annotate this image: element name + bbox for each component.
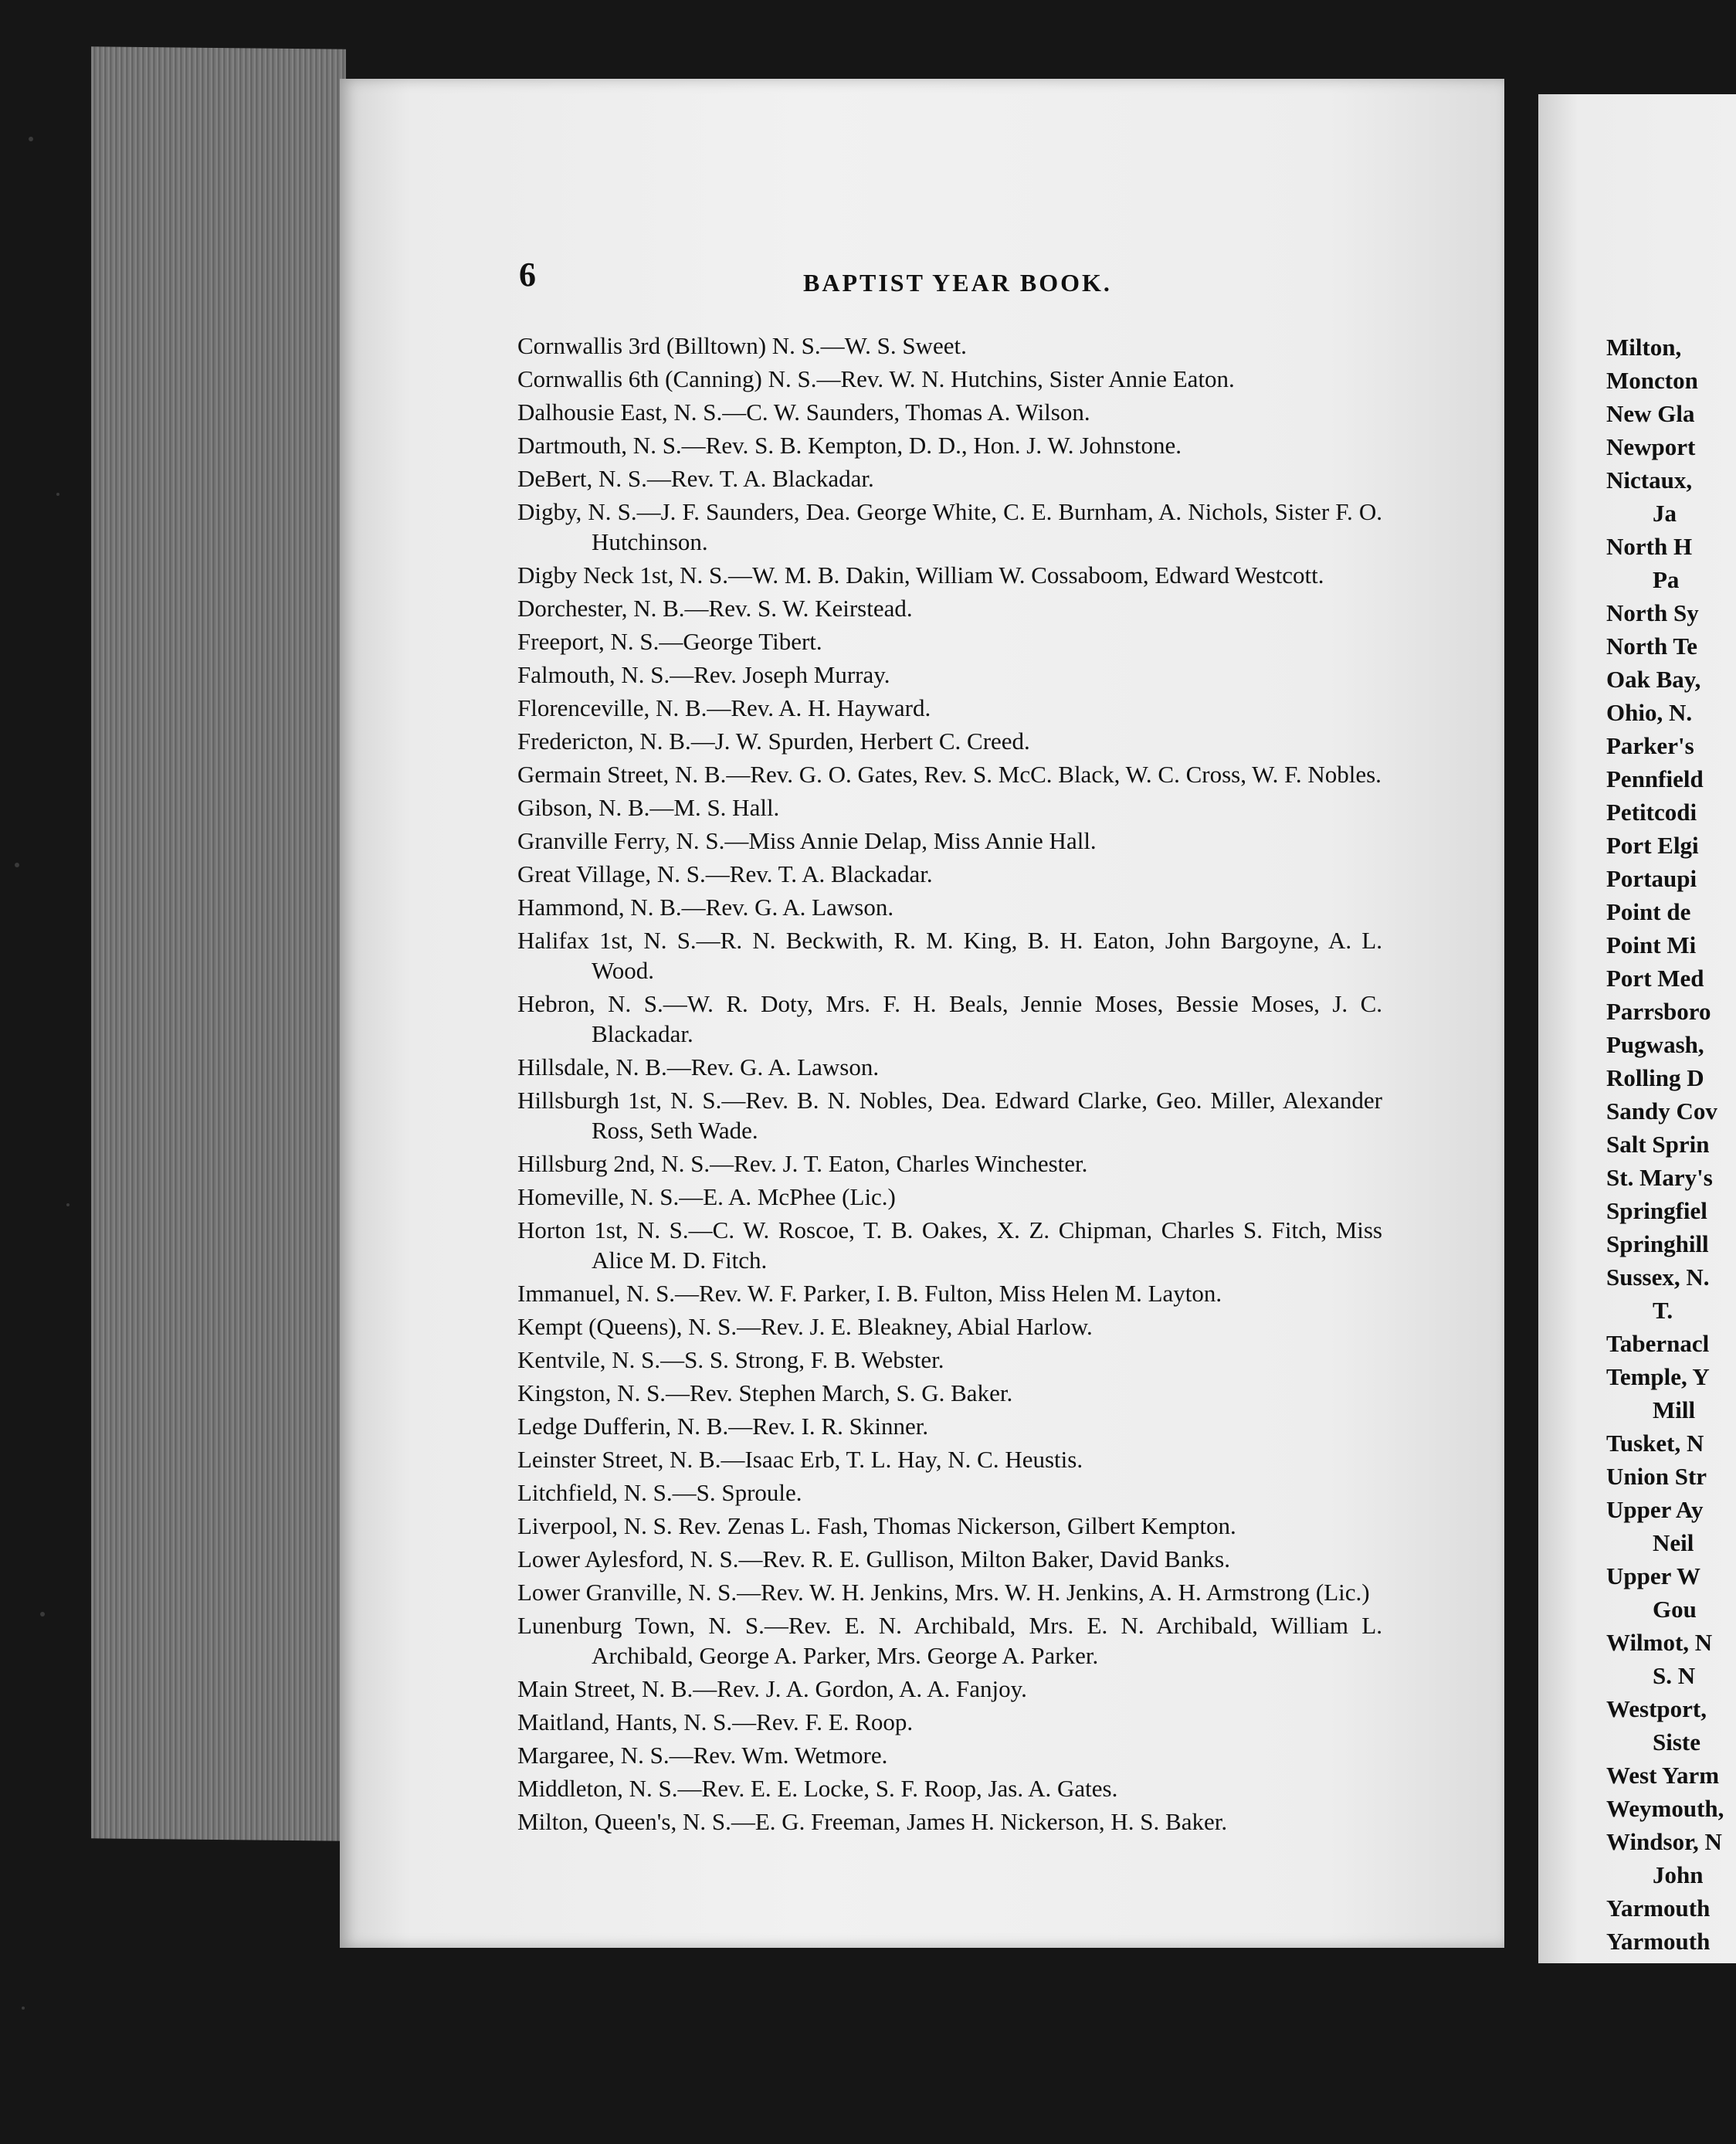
list-entry: Immanuel, N. S.—Rev. W. F. Parker, I. B. Fulton, Miss Helen M. Layton. [517, 1280, 1222, 1307]
list-entry: Kingston, N. S.—Rev. Stephen March, S. G. Baker. [517, 1379, 1013, 1406]
facing-line: Westport, [1606, 1695, 1707, 1722]
facing-line: Point Mi [1606, 931, 1697, 958]
facing-line: Milton, [1606, 334, 1682, 361]
facing-line: Moncton [1606, 367, 1698, 394]
list-entry: Freeport, N. S.—George Tibert. [517, 628, 822, 655]
facing-line: Port Elgi [1606, 832, 1699, 859]
facing-line: Oak Bay, [1606, 666, 1701, 693]
facing-line: North H [1606, 533, 1693, 560]
facing-line: Upper Ay [1606, 1496, 1704, 1523]
running-head: BAPTIST YEAR BOOK. [803, 269, 1112, 297]
facing-line: Windsor, N [1606, 1828, 1722, 1855]
list-entry: Florenceville, N. B.—Rev. A. H. Hayward. [517, 694, 931, 721]
list-entry: Margaree, N. S.—Rev. Wm. Wetmore. [517, 1742, 888, 1769]
list-entry: Halifax 1st, N. S.—R. N. Beckwith, R. M. King, B. H. Eaton, John Bargoyne, A. L. Wood. [517, 927, 1382, 984]
list-entry: Horton 1st, N. S.—C. W. Roscoe, T. B. Oakes, X. Z. Chipman, Charles S. Fitch, Miss Alice M. D. Fitch. [517, 1216, 1382, 1274]
facing-line: Parker's [1606, 732, 1694, 759]
facing-line: Wilmot, N [1606, 1629, 1713, 1656]
list-entry: Milton, Queen's, N. S.—E. G. Freeman, James H. Nickerson, H. S. Baker. [517, 1808, 1228, 1835]
facing-line: Salt Sprin [1606, 1131, 1710, 1158]
list-entry: Main Street, N. B.—Rev. J. A. Gordon, A. A. Fanjoy. [517, 1675, 1027, 1702]
list-entry: Liverpool, N. S. Rev. Zenas L. Fash, Thomas Nickerson, Gilbert Kempton. [517, 1512, 1236, 1539]
list-entry: Cornwallis 3rd (Billtown) N. S.—W. S. Sweet. [517, 332, 967, 359]
facing-line: Point de [1606, 898, 1691, 925]
facing-line: New Gla [1606, 400, 1695, 427]
list-entry: Hillsburgh 1st, N. S.—Rev. B. N. Nobles, Dea. Edward Clarke, Geo. Miller, Alexander Ross, Seth Wade. [517, 1087, 1382, 1144]
list-entry: Gibson, N. B.—M. S. Hall. [517, 794, 780, 821]
list-entry: Lunenburg Town, N. S.—Rev. E. N. Archibald, Mrs. E. N. Archibald, William L. Archibald, George A. Parker, Mrs. George A. Parker. [517, 1612, 1382, 1669]
list-entry: Great Village, N. S.—Rev. T. A. Blackadar. [517, 860, 933, 887]
facing-line: North Te [1606, 633, 1697, 660]
facing-line: Neil [1653, 1529, 1694, 1556]
list-entry: Cornwallis 6th (Canning) N. S.—Rev. W. N. Hutchins, Sister Annie Eaton. [517, 365, 1235, 392]
facing-line: Springhill [1606, 1230, 1709, 1257]
list-entry: Leinster Street, N. B.—Isaac Erb, T. L. Hay, N. C. Heustis. [517, 1446, 1083, 1473]
list-entry: Hillsdale, N. B.—Rev. G. A. Lawson. [517, 1053, 880, 1080]
facing-line: Ja [1653, 500, 1677, 527]
page-number: 6 [519, 256, 536, 293]
facing-line: Weymouth, [1606, 1795, 1724, 1822]
list-entry: Digby Neck 1st, N. S.—W. M. B. Dakin, William W. Cossaboom, Edward Westcott. [517, 561, 1324, 589]
facing-line: Temple, Y [1606, 1363, 1710, 1390]
list-entry: Lower Aylesford, N. S.—Rev. R. E. Gullison, Milton Baker, David Banks. [517, 1545, 1230, 1572]
list-entry: Kentvile, N. S.—S. S. Strong, F. B. Webster. [517, 1346, 944, 1373]
facing-line: Rolling D [1606, 1064, 1704, 1091]
facing-line: S. N [1653, 1662, 1696, 1689]
facing-line: North Sy [1606, 599, 1699, 626]
list-entry: Maitland, Hants, N. S.—Rev. F. E. Roop. [517, 1708, 914, 1735]
facing-line: Tusket, N [1606, 1430, 1704, 1457]
list-entry: Kempt (Queens), N. S.—Rev. J. E. Bleakney, Abial Harlow. [517, 1313, 1093, 1340]
facing-line: Yarmouth [1606, 1895, 1711, 1922]
list-entry: Hillsburg 2nd, N. S.—Rev. J. T. Eaton, Charles Winchester. [517, 1150, 1088, 1177]
facing-line: Pa [1653, 566, 1680, 593]
list-entry: Middleton, N. S.—Rev. E. E. Locke, S. F. Roop, Jas. A. Gates. [517, 1775, 1118, 1802]
book-page-edges [91, 46, 346, 1840]
facing-line: Union Str [1606, 1463, 1707, 1490]
facing-line: Pugwash, [1606, 1031, 1704, 1058]
facing-line: Ohio, N. [1606, 699, 1693, 726]
list-entry: Digby, N. S.—J. F. Saunders, Dea. George White, C. E. Burnham, A. Nichols, Sister F. O. Hutchinson. [517, 498, 1382, 555]
list-entry: Dartmouth, N. S.—Rev. S. B. Kempton, D. D., Hon. J. W. Johnstone. [517, 432, 1182, 459]
list-entry: Germain Street, N. B.—Rev. G. O. Gates, Rev. S. McC. Black, W. C. Cross, W. F. Nobles. [517, 761, 1382, 788]
facing-line: Tabernacl [1606, 1330, 1710, 1357]
list-entry: Hammond, N. B.—Rev. G. A. Lawson. [517, 894, 894, 921]
church-delegate-list [517, 331, 1382, 1840]
facing-line: Port Med [1606, 965, 1704, 992]
list-entry: Homeville, N. S.—E. A. McPhee (Lic.) [517, 1183, 896, 1210]
list-entry: Fredericton, N. B.—J. W. Spurden, Herbert C. Creed. [517, 728, 1030, 755]
list-entry: Ledge Dufferin, N. B.—Rev. I. R. Skinner. [517, 1413, 929, 1440]
facing-line: Springfiel [1606, 1197, 1707, 1224]
facing-page-text [1606, 332, 1736, 1959]
facing-line: Parrsboro [1606, 998, 1711, 1025]
facing-line: T. [1653, 1297, 1673, 1324]
list-entry: Lower Granville, N. S.—Rev. W. H. Jenkins, Mrs. W. H. Jenkins, A. H. Armstrong (Lic.) [517, 1579, 1370, 1606]
facing-line: John [1653, 1861, 1704, 1888]
list-entry: Dalhousie East, N. S.—C. W. Saunders, Thomas A. Wilson. [517, 399, 1090, 426]
facing-line: Pennfield [1606, 765, 1704, 792]
facing-line: Siste [1653, 1728, 1700, 1756]
facing-line: Upper W [1606, 1562, 1701, 1589]
facing-line: Sussex, N. [1606, 1264, 1710, 1291]
facing-line: Portaupi [1606, 865, 1697, 892]
facing-line: Sandy Cov [1606, 1097, 1717, 1125]
facing-line: Petitcodi [1606, 799, 1697, 826]
facing-line: Mill [1653, 1396, 1696, 1423]
facing-line: Newport [1606, 433, 1696, 460]
facing-line: Nictaux, [1606, 466, 1693, 494]
facing-line: Yarmouth [1606, 1928, 1711, 1955]
list-entry: Falmouth, N. S.—Rev. Joseph Murray. [517, 661, 890, 688]
list-entry: Hebron, N. S.—W. R. Doty, Mrs. F. H. Beals, Jennie Moses, Bessie Moses, J. C. Blackadar. [517, 990, 1382, 1047]
facing-line: West Yarm [1606, 1762, 1720, 1789]
list-entry: Granville Ferry, N. S.—Miss Annie Delap, Miss Annie Hall. [517, 827, 1097, 854]
facing-line: St. Mary's [1606, 1164, 1713, 1191]
list-entry: DeBert, N. S.—Rev. T. A. Blackadar. [517, 465, 874, 492]
list-entry: Dorchester, N. B.—Rev. S. W. Keirstead. [517, 595, 913, 622]
facing-line: Gou [1653, 1596, 1697, 1623]
list-entry: Litchfield, N. S.—S. Sproule. [517, 1479, 802, 1506]
